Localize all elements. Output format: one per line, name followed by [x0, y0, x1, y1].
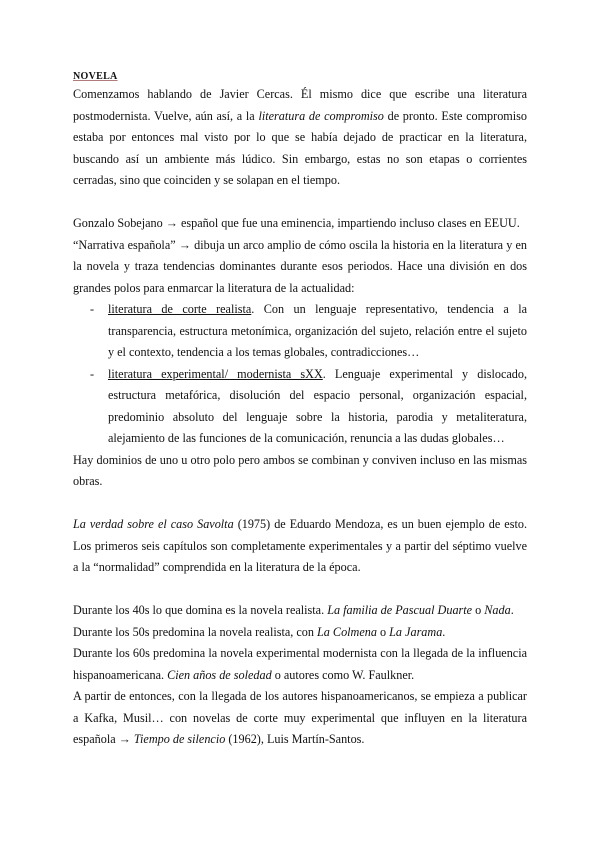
paragraph-text: Durante los 50s predomina la novela realista, con	[73, 624, 318, 639]
underlined-term: literatura de corte realista	[108, 302, 252, 316]
blank-line	[73, 493, 527, 515]
italic-term: literatura de compromiso	[258, 108, 384, 123]
list-item	[73, 364, 527, 450]
paragraph-50s	[73, 622, 527, 644]
italic-title: La verdad sobre el caso Savolta	[73, 517, 234, 531]
document-page	[73, 70, 527, 751]
paragraph-text: A partir de entonces, con la llegada de los autores hispanoamericanos, se empieza a publicar a Kafka, Musil… con novelas de corte muy experimental que influyen en la literatura española →	[73, 689, 527, 746]
italic-title: La familia de Pascual Duarte	[327, 603, 473, 617]
paragraph-text: de pronto. Este compromiso estaba por entonces mal visto por lo que se había dejado de practicar en la literatura, buscando así un ambiente más lúdico. Sin embargo, estas no son etapas o corrientes cerradas, sino que coinciden y se solapan en el tiempo.	[73, 108, 527, 187]
italic-title: La Jarama	[389, 624, 443, 639]
paragraph-text: o	[472, 603, 485, 617]
section-heading: NOVELA	[73, 71, 118, 82]
paragraph-60s	[73, 643, 527, 686]
paragraph-text: o autores como W. Faulkner.	[271, 667, 415, 682]
list-dash: -	[90, 302, 95, 316]
paragraph-text: Durante los 60s predomina la novela experimental modernista con la llegada de la influencia hispanoamericana.	[73, 646, 527, 682]
paragraph-text: Durante los 40s lo que domina es la novela realista.	[73, 603, 328, 617]
list-dash: -	[90, 366, 95, 381]
underlined-term: literatura experimental/ modernista sXX	[108, 366, 323, 381]
paragraph-40s	[73, 600, 527, 622]
list-text: . Lenguaje experimental y dislocado, estructura metafórica, disolución del espacio personal, organización espacial, predominio absoluto del lenguaje sobre la historia, parodia y metaliteratura, alejamiento de las funciones de la comunicación, renuncia a las dudas globales…	[108, 366, 527, 445]
italic-title: Nada	[484, 603, 511, 617]
blank-line	[73, 579, 527, 601]
paragraph-cercas	[73, 84, 527, 192]
paragraph-dominios: Hay dominios de uno u otro polo pero ambos se combinan y conviven incluso en las mismas obras.	[73, 452, 527, 488]
paragraph-text: .	[442, 624, 446, 639]
italic-title: Tiempo de silencio	[133, 732, 226, 746]
paragraph-sobejano: Gonzalo Sobejano → español que fue una eminencia, impartiendo incluso clases en EEUU.	[73, 216, 520, 230]
paragraph-text: (1962), Luis Martín-Santos.	[225, 732, 365, 746]
paragraph-text: (1975) de Eduardo Mendoza, es un buen ejemplo de esto. Los primeros seis capítulos son completamente experimentales y a partir del séptimo vuelve a la “normalidad” comprendida en la literatura de la época.	[73, 517, 527, 574]
list-item	[73, 299, 527, 364]
poles-list	[73, 299, 527, 450]
italic-title: La Colmena	[317, 624, 377, 639]
paragraph-hispanoamericanos	[73, 686, 527, 751]
paragraph-text: Comenzamos hablando de Javier Cercas. Él mismo dice que escribe una literatura postmodernista. Vuelve, aún así, a la	[73, 87, 527, 123]
paragraph-text: o	[376, 624, 390, 639]
blank-line	[73, 192, 527, 214]
paragraph-savolta	[73, 514, 527, 579]
list-text: . Con un lenguaje representativo, tendencia a la transparencia, estructura metonímica, organización del sujeto, relación entre el sujeto y el contexto, tendencia a los temas globales, contradicciones…	[108, 302, 527, 359]
paragraph-narrativa: “Narrativa española” → dibuja un arco amplio de cómo oscila la historia en la literatura y en la novela y traza tendencias dominantes durante esos periodos. Hace una división en dos grandes polos para enmarcar la literatura de la actualidad:	[73, 237, 527, 295]
paragraph-text: .	[510, 603, 514, 617]
italic-title: Cien años de soledad	[167, 667, 272, 682]
